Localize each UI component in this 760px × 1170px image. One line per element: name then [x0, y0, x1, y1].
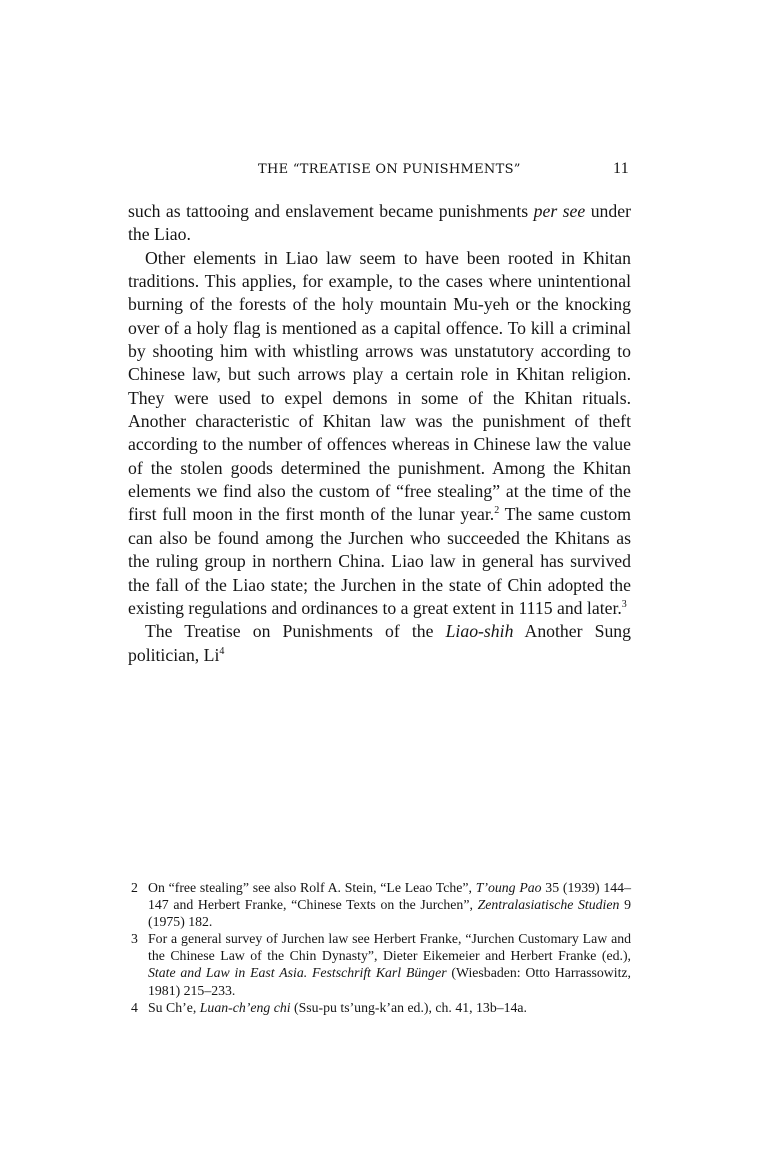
footnote-number: 4	[131, 999, 138, 1015]
paragraph-3-text-b: Another Sung politician, Li	[128, 621, 631, 665]
footnote-ref-3: 3	[621, 598, 627, 610]
footnote-2	[131, 879, 631, 930]
footnote-ref-4: 4	[219, 645, 225, 657]
footnote-italic: Zentralasiatische Studien	[477, 897, 620, 913]
footnote-text: (Wiesbaden: Otto Harrassowitz, 1981) 215–233.	[148, 965, 631, 998]
footnote-italic: State and Law in East Asia. Festschrift Karl Bünger	[148, 965, 447, 981]
paragraph-1-text-a: such as tattooing and enslavement became punishments	[128, 201, 534, 221]
footnote-italic: T’oung Pao	[475, 880, 542, 895]
paragraph-1-text-b: under the Liao.	[128, 201, 631, 245]
footnote-text: 9 (1975) 182.	[148, 897, 631, 930]
footnote-text: 35 (1939) 144–147 and Herbert Franke, “Chinese Texts on the Jurchen”,	[148, 880, 631, 913]
footnote-text: (Ssu-pu ts’ung-k’an ed.), ch. 41, 13b–14a.	[290, 999, 527, 1015]
paragraph-3-italic: Liao-shih	[445, 621, 514, 642]
paragraph-2-text-a: Other elements in Liao law seem to have been rooted in Khitan traditions. This applies, for example, to the cases where unintentional burning of the forests of the holy mountain Mu-yeh or the knocking over of a holy flag is mentioned as a capital offence. To kill a criminal by shooting him with whistling arrows was unstatutory according to Chinese law, but such arrows play a certain role in Khitan religion. They were used to expel demons in some of the Khitan rituals. Another characteristic of Khitan law was the punishment of theft according to the number of offences whereas in Chinese law the value of the stolen goods determined the punishment. Among the Khitan elements we find also the custom of “free stealing” at the time of the first full moon in the first month of the lunar year.	[128, 247, 631, 525]
running-header	[128, 160, 631, 182]
body-text	[128, 200, 631, 667]
paragraph-3	[128, 620, 631, 667]
paragraph-2	[128, 247, 631, 621]
footnote-ref-2: 2	[494, 505, 500, 517]
paragraph-1	[128, 200, 631, 247]
footnotes	[131, 879, 631, 1016]
paragraph-1-italic: per see	[533, 201, 586, 221]
footnote-3	[131, 930, 631, 998]
footnote-number: 2	[131, 880, 138, 895]
footnote-text: On “free stealing” see also Rolf A. Stein, “Le Leao Tche”,	[148, 880, 476, 895]
footnote-text: Su Ch’e,	[148, 999, 200, 1015]
running-title: THE “TREATISE ON PUNISHMENTS”	[258, 162, 521, 177]
footnote-number: 3	[131, 931, 138, 947]
footnote-italic: Luan-ch’eng chi	[199, 999, 291, 1015]
footnote-4	[131, 999, 631, 1016]
paragraph-2-text-b: The same custom can also be found among the Jurchen who succeeded the Khitans as the ruling group in northern China. Liao law in general has survived the fall of the Liao state; the Jurchen in the state of Chin adopted the existing regulations and ordinances to a great extent in 1115 and later.	[128, 504, 631, 618]
footnote-text: For a general survey of Jurchen law see Herbert Franke, “Jurchen Customary Law and the Chinese Law of the Chin Dynasty”, Dieter Eikemeier and Herbert Franke (ed.),	[148, 931, 631, 964]
paragraph-3-text-a: The Treatise on Punishments of the	[145, 621, 446, 642]
page-number: 11	[612, 160, 629, 177]
